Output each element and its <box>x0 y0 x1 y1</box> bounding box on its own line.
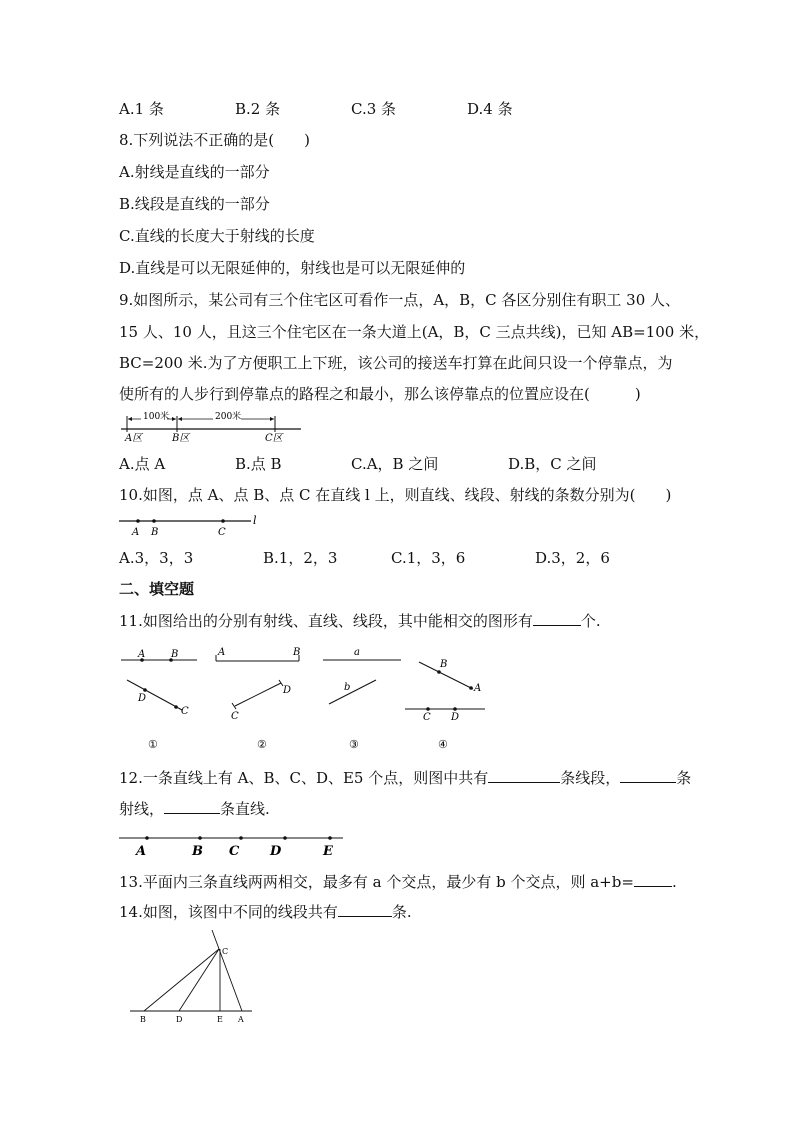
q13-text-end: . <box>671 873 677 891</box>
q9-option-a: A.点 A <box>119 455 166 473</box>
q11-answer-blank[interactable] <box>533 611 581 626</box>
q12-text-5: 条直线. <box>220 800 270 818</box>
q10-label-c: C <box>218 527 226 538</box>
q9-option-b: B.点 B <box>235 455 282 473</box>
q9-figure <box>119 410 304 446</box>
q12-label-a: A <box>136 844 147 859</box>
svg-text:D: D <box>451 712 460 723</box>
q12-answer-blank-segments[interactable] <box>488 768 560 783</box>
q12-stem-line-2 <box>119 799 270 819</box>
q9-option-d: D.B，C 之间 <box>508 455 597 473</box>
q7-option-a: A.1 条 <box>119 100 164 118</box>
svg-text:b: b <box>344 682 351 693</box>
q9-point-a-label: A区 <box>125 433 143 444</box>
q10-label-l: l <box>253 514 257 527</box>
q13-answer-blank[interactable] <box>634 872 672 887</box>
q10-option-d: D.3，2，6 <box>535 549 610 567</box>
q9-bc-label: 200米 <box>215 412 242 422</box>
q12-text-4: 射线， <box>119 800 165 818</box>
svg-text:D: D <box>138 693 147 704</box>
q8-option-a: A.射线是直线的一部分 <box>119 163 270 181</box>
q11-figure-3 <box>323 647 401 704</box>
q9-stem-line-1: 9.如图所示，某公司有三个住宅区可看作一点，A，B，C 各区分别住有职工 30 人、 <box>119 291 681 309</box>
q11-figures <box>119 642 499 754</box>
svg-text:C: C <box>423 712 431 723</box>
svg-text:C: C <box>181 706 189 717</box>
q8-option-d: D.直线是可以无限延伸的，射线也是可以无限延伸的 <box>119 259 466 277</box>
q11-figure-2 <box>216 647 300 722</box>
q10-option-c: C.1，3，6 <box>391 549 466 567</box>
q11-fig-label-2: ② <box>257 738 267 751</box>
q11-figure-1 <box>121 649 197 717</box>
q14-label-d: D <box>176 1015 183 1024</box>
q7-option-b: B.2 条 <box>235 100 281 118</box>
q10-label-a: A <box>132 527 140 538</box>
q12-label-d: D <box>270 844 282 859</box>
q13-text: 13.平面内三条直线两两相交，最多有 a 个交点，最少有 b 个交点，则 a+b= <box>119 873 634 891</box>
svg-text:B: B <box>171 649 179 660</box>
q9-ab-label: 100米 <box>143 412 170 422</box>
q12-label-b: B <box>192 844 203 859</box>
q7-option-c: C.3 条 <box>351 100 397 118</box>
q9-option-c: C.A，B 之间 <box>351 455 439 473</box>
q10-point-b <box>152 519 156 523</box>
svg-text:a: a <box>354 647 360 658</box>
q9-stem-line-3: BC=200 米.为了方便职工上下班，该公司的接送车打算在此间只设一个停靠点，为 <box>119 354 673 372</box>
q12-text-1: 12.一条直线上有 A、B、C、D、E5 个点，则图中共有 <box>119 769 489 787</box>
q12-label-c: C <box>229 844 240 859</box>
q11-figure-4 <box>405 659 485 723</box>
q12-answer-blank-lines[interactable] <box>164 799 220 814</box>
q7-option-d: D.4 条 <box>467 100 513 118</box>
q11-fig-label-1: ① <box>148 738 158 751</box>
section-heading-fill-blank: 二、填空题 <box>119 580 195 598</box>
q12-text-3: 条 <box>676 769 692 787</box>
q10-point-a <box>136 519 140 523</box>
q14-text-end: 条. <box>391 903 412 921</box>
q8-option-c: C.直线的长度大于射线的长度 <box>119 227 315 245</box>
q9-point-c-label: C区 <box>265 433 283 444</box>
q12-answer-blank-rays[interactable] <box>620 768 676 783</box>
svg-text:B: B <box>293 647 301 658</box>
q11-stem-end: 个. <box>580 612 601 630</box>
q8-option-b: B.线段是直线的一部分 <box>119 195 270 213</box>
q10-option-a: A.3，3，3 <box>119 549 194 567</box>
q12-text-2: 条线段， <box>560 769 621 787</box>
svg-text:A: A <box>138 649 146 660</box>
q8-stem: 8.下列说法不正确的是( ) <box>119 131 311 149</box>
q9-stem-line-2: 15 人、10 人，且这三个住宅区在一条大道上(A，B，C 三点共线)，已知 AB=100 米， <box>119 323 710 341</box>
svg-text:D: D <box>283 685 292 696</box>
q14-figure <box>128 928 258 1028</box>
q12-label-e: E <box>323 844 333 859</box>
q14-label-e: E <box>217 1015 223 1024</box>
svg-text:C: C <box>231 711 239 722</box>
q10-figure <box>119 512 264 538</box>
q10-label-b: B <box>151 527 159 538</box>
q10-stem: 10.如图，点 A、点 B、点 C 在直线 l 上，则直线、线段、射线的条数分别为( ) <box>119 486 672 504</box>
q14-label-a: A <box>238 1015 244 1024</box>
q14-label-c: C <box>222 947 229 956</box>
q9-point-b-label: B区 <box>172 433 190 444</box>
q12-figure <box>119 832 347 858</box>
q9-stem-line-4: 使所有的人步行到停靠点的路程之和最小，那么该停靠点的位置应设在( ) <box>119 385 641 403</box>
svg-text:B: B <box>440 659 448 670</box>
q11-stem <box>119 611 601 631</box>
q12-stem-line-1 <box>119 768 691 788</box>
q14-stem <box>119 902 412 922</box>
q14-text: 14.如图，该图中不同的线段共有 <box>119 903 338 921</box>
q11-fig-label-3: ③ <box>349 738 359 751</box>
q13-stem <box>119 872 677 892</box>
q14-label-b: B <box>140 1015 146 1024</box>
q11-stem-text: 11.如图给出的分别有射线、直线、线段，其中能相交的图形有 <box>119 612 533 630</box>
q14-answer-blank[interactable] <box>338 902 392 917</box>
svg-text:A: A <box>474 683 482 694</box>
q10-point-c <box>221 519 225 523</box>
q10-option-b: B.1，2，3 <box>263 549 338 567</box>
q11-fig-label-4: ④ <box>438 738 448 751</box>
svg-text:A: A <box>218 647 226 658</box>
